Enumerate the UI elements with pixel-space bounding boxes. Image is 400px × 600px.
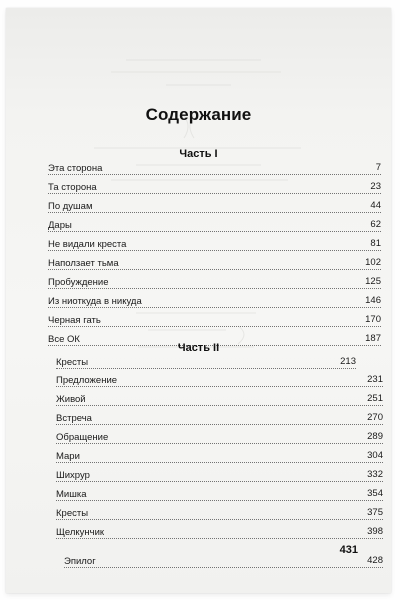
toc-entry-title: Мишка bbox=[56, 489, 87, 500]
toc-entry-2-6 bbox=[56, 449, 383, 463]
toc-entry-title: Наползает тьма bbox=[48, 258, 119, 269]
toc-entry-page: 251 bbox=[367, 393, 383, 404]
toc-entry-page: 213 bbox=[340, 356, 356, 367]
toc-entry-title: По душам bbox=[48, 201, 93, 212]
toc-entry-2-11 bbox=[64, 554, 383, 568]
toc-leader-line bbox=[56, 424, 383, 425]
toc-entry-page: 23 bbox=[370, 181, 381, 192]
toc-entry-1-2 bbox=[48, 180, 381, 194]
toc-entry-title: Пробуждение bbox=[48, 277, 109, 288]
toc-entry-title: Эпилог bbox=[64, 556, 96, 567]
toc-entry-title: Эта сторона bbox=[48, 163, 103, 174]
toc-entry-title: Та сторона bbox=[48, 182, 97, 193]
toc-entry-title: Из ниоткуда в никуда bbox=[48, 296, 142, 307]
toc-entry-title: Кресты bbox=[56, 357, 89, 368]
toc-entry-title: Дары bbox=[48, 220, 72, 231]
toc-entry-title: Встреча bbox=[56, 413, 92, 424]
toc-entry-page: 375 bbox=[367, 507, 383, 518]
toc-entry-page: 289 bbox=[367, 431, 383, 442]
toc-entry-page: 398 bbox=[367, 526, 383, 537]
toc-entry-page: 428 bbox=[367, 555, 383, 566]
toc-entry-page: 146 bbox=[365, 295, 381, 306]
toc-entry-page: 187 bbox=[365, 333, 381, 344]
toc-entry-title: Щелкунчик bbox=[56, 527, 105, 538]
toc-entry-1-7 bbox=[48, 275, 381, 289]
toc-entry-1-5 bbox=[48, 237, 381, 251]
toc-entry-page: 270 bbox=[367, 412, 383, 423]
toc-entry-2-8 bbox=[56, 487, 383, 501]
toc-leader-line bbox=[48, 212, 381, 213]
toc-leader-line bbox=[56, 481, 383, 482]
toc-leader-line bbox=[56, 368, 356, 369]
toc-entry-page: 354 bbox=[367, 488, 383, 499]
toc-entry-title: Черная гать bbox=[48, 315, 101, 326]
toc-entry-page: 332 bbox=[367, 469, 383, 480]
toc-entry-1-4 bbox=[48, 218, 381, 232]
toc-leader-line bbox=[56, 462, 383, 463]
page-number: 431 bbox=[339, 544, 358, 556]
toc-entry-title: Живой bbox=[56, 394, 86, 405]
toc-entry-title: Не видали креста bbox=[48, 239, 127, 250]
book-page bbox=[6, 8, 391, 593]
toc-leader-line bbox=[56, 405, 383, 406]
toc-entry-title: Мари bbox=[56, 451, 80, 462]
toc-leader-line bbox=[56, 500, 383, 501]
toc-entry-page: 304 bbox=[367, 450, 383, 461]
toc-leader-line bbox=[48, 231, 381, 232]
toc-entry-2-5 bbox=[56, 430, 383, 444]
toc-entry-2-4 bbox=[56, 411, 383, 425]
toc-entry-1-8 bbox=[48, 294, 381, 308]
toc-entry-page: 81 bbox=[370, 238, 381, 249]
toc-entry-page: 170 bbox=[365, 314, 381, 325]
toc-entry-page: 44 bbox=[370, 200, 381, 211]
toc-leader-line bbox=[48, 193, 381, 194]
toc-entry-title: Кресты bbox=[56, 508, 89, 519]
part-heading-2: Часть II bbox=[177, 342, 220, 354]
toc-entry-2-7 bbox=[56, 468, 383, 482]
toc-entry-title: Предложение bbox=[56, 375, 118, 386]
toc-entry-page: 7 bbox=[375, 162, 381, 173]
toc-entry-title: Обращение bbox=[56, 432, 109, 443]
toc-leader-line bbox=[56, 519, 383, 520]
toc-entry-2-10 bbox=[56, 525, 383, 539]
part-heading-1: Часть I bbox=[179, 148, 218, 160]
toc-entry-page: 231 bbox=[367, 374, 383, 385]
toc-entry-page: 125 bbox=[365, 276, 381, 287]
toc-entry-1-1 bbox=[48, 161, 381, 175]
toc-entry-title: Все ОК bbox=[48, 334, 80, 345]
toc-entry-title: Шихрур bbox=[56, 470, 90, 481]
toc-leader-line bbox=[64, 567, 383, 568]
toc-entry-page: 102 bbox=[365, 257, 381, 268]
toc-entry-2-3 bbox=[56, 392, 383, 406]
toc-entry-1-6 bbox=[48, 256, 381, 270]
toc-entry-2-2 bbox=[56, 373, 383, 387]
toc-entry-1-3 bbox=[48, 199, 381, 213]
toc-entry-2-1 bbox=[56, 355, 356, 369]
toc-entry-2-9 bbox=[56, 506, 383, 520]
toc-entry-1-9 bbox=[48, 313, 381, 327]
toc-entry-page: 62 bbox=[370, 219, 381, 230]
page-title: Содержание bbox=[145, 105, 252, 124]
toc-leader-line bbox=[56, 538, 383, 539]
